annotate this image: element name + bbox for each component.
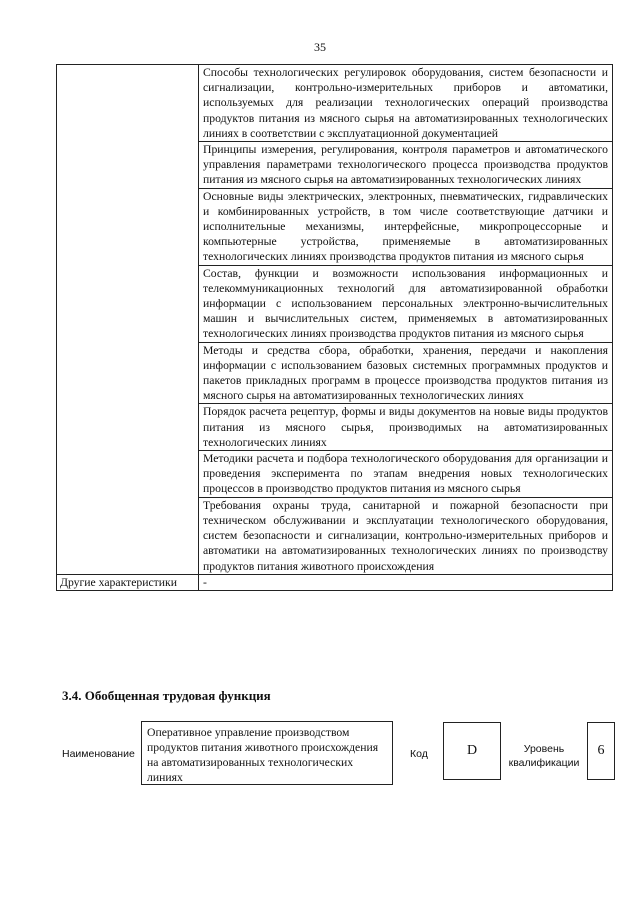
name-label: Наименование — [62, 748, 135, 760]
requirement-text: Способы технологических регулировок оборудования, систем безопасности и сигнализации, контрольно-измерительных приборов и автоматики, используемых для реализации технологических операций производства продуктов питания из мясного сырья на автоматизированных технологических линиях в соответствии с эксплуатационной документацией — [199, 65, 613, 142]
requirement-text: Требования охраны труда, санитарной и пожарной безопасности при техническом обслуживании и эксплуатации технологического оборудования, систем безопасности и сигнализации, контрольно-измерительных приборов и автоматики на автоматизированных технологических линиях по производству продуктов питания животного происхождения — [199, 497, 613, 574]
table-row — [57, 65, 613, 142]
page-number: 35 — [314, 40, 326, 54]
qualification-level-label: Уровень квалификации — [508, 743, 580, 769]
code-box: D — [443, 722, 501, 780]
requirement-text: Методы и средства сбора, обработки, хранения, передачи и накопления информации с использованием базовых системных программных продуктов и пакетов прикладных программ в процессе производства продуктов питания из мясного сырья на автоматизированных технологических линиях — [199, 342, 613, 404]
section-title: 3.4. Обобщенная трудовая функция — [62, 688, 271, 703]
other-characteristics-row — [57, 574, 613, 590]
requirement-text: Методики расчета и подбора технологического оборудования для организации и проведения эксперимента по этапам внедрения новых технологических процессов в производство продуктов питания из мясного сырья — [199, 451, 613, 498]
function-name-box: Оперативное управление производством продуктов питания животного происхождения на автоматизированных технологических линиях — [141, 721, 393, 785]
requirement-text: Принципы измерения, регулирования, контроля параметров и автоматического управления параметрами технологического процесса производства продуктов питания из мясного сырья на автоматизированных технологических линиях — [199, 142, 613, 189]
other-characteristics-value: - — [199, 574, 613, 590]
other-characteristics-label: Другие характеристики — [57, 574, 199, 590]
empty-label-cell — [57, 65, 199, 575]
requirements-table — [56, 64, 613, 591]
code-label: Код — [410, 748, 428, 760]
requirement-text: Основные виды электрических, электронных, пневматических, гидравлических и комбинированных устройств, в том числе соответствующие датчики и исполнительные механизмы, интерфейсные, микропроцессорные и компьютерные устройства, применяемые в автоматизированных технологических линиях производства продуктов питания из мясного сырья — [199, 188, 613, 265]
requirement-text: Состав, функции и возможности использования информационных и телекоммуникационных технологий для автоматизированной обработки информации с использованием персональных электронно-вычислительных машин и вычислительных систем, применяемых в автоматизированных технологических линиях производства продуктов питания из мясного сырья — [199, 265, 613, 342]
requirement-text: Порядок расчета рецептур, формы и виды документов на новые виды продуктов питания из мясного сырья, производимых на автоматизированных технологических линиях — [199, 404, 613, 451]
qualification-level-box: 6 — [587, 722, 615, 780]
